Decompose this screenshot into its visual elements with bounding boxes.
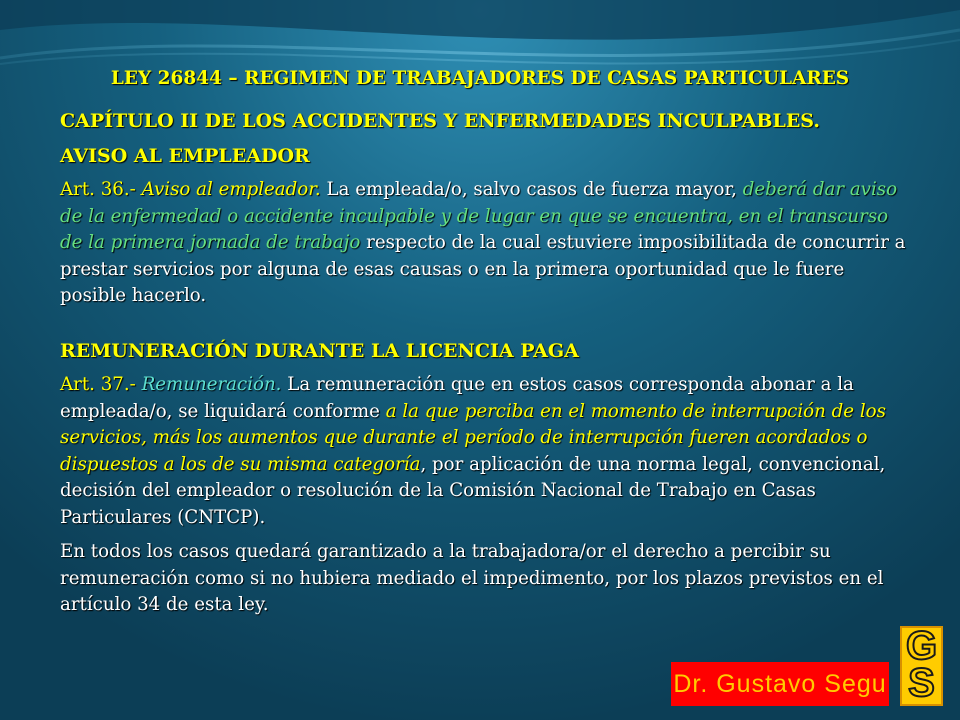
section-heading-aviso: AVISO AL EMPLEADOR [60,144,310,167]
article-37-text-b: , por aplicación de una norma legal, convencional, decisión del empleador o resolución de la Comisión Nacional de Trabajo en Casas Particulares (CNTCP). [60,453,886,528]
article-37 [60,372,910,531]
gs-logo [900,626,943,706]
slide-title: LEY 26844 – REGIMEN DE TRABAJADORES DE CASAS PARTICULARES [110,68,850,89]
article-37-italic: a la que perciba en el momento de interrupción de los servicios, más los aumentos que durante el período de interrupción fueren acordados o dispuestos a los de su misma categoría [60,400,886,475]
content-body [60,108,910,619]
article-36-text-b: respecto de la cual estuviere imposibilitada de concurrir a prestar servicios por alguna de esas causas o en la primera oportunidad que le fuere posible hacerlo. [60,232,906,306]
article-36-label: Aviso al empleador. [141,179,321,200]
article-36 [60,177,910,310]
article-36-number: Art. 36.- [60,179,136,200]
article-37-number: Art. 37.- [60,374,136,395]
chapter-heading: CAPÍTULO II DE LOS ACCIDENTES Y ENFERMEDADES INCULPABLES. [60,110,820,132]
author-signature: Dr. Gustavo Segu [671,662,889,706]
article-37-text-a: La remuneración que en estos casos corresponda abonar a la empleada/o, se liquidará conforme [60,374,854,422]
logo-letter-g: G [905,624,938,668]
article-37-label: Remuneración. [141,374,282,395]
article-36-text-a: La empleada/o, salvo casos de fuerza mayor, [326,179,737,200]
article-36-italic: deberá dar aviso de la enfermedad o accidente inculpable y de lugar en que se encuentra, en el transcurso de la primera jornada de trabajo [60,179,898,253]
logo-letter-s: S [908,661,935,705]
article-37-paragraph-2: En todos los casos quedará garantizado a la trabajadora/or el derecho a percibir su remuneración como si no hubiera mediado el impedimento, por los plazos previstos en el artículo 34 de esta ley. [60,541,884,615]
section-heading-remuneracion: REMUNERACIÓN DURANTE LA LICENCIA PAGA [60,339,579,362]
